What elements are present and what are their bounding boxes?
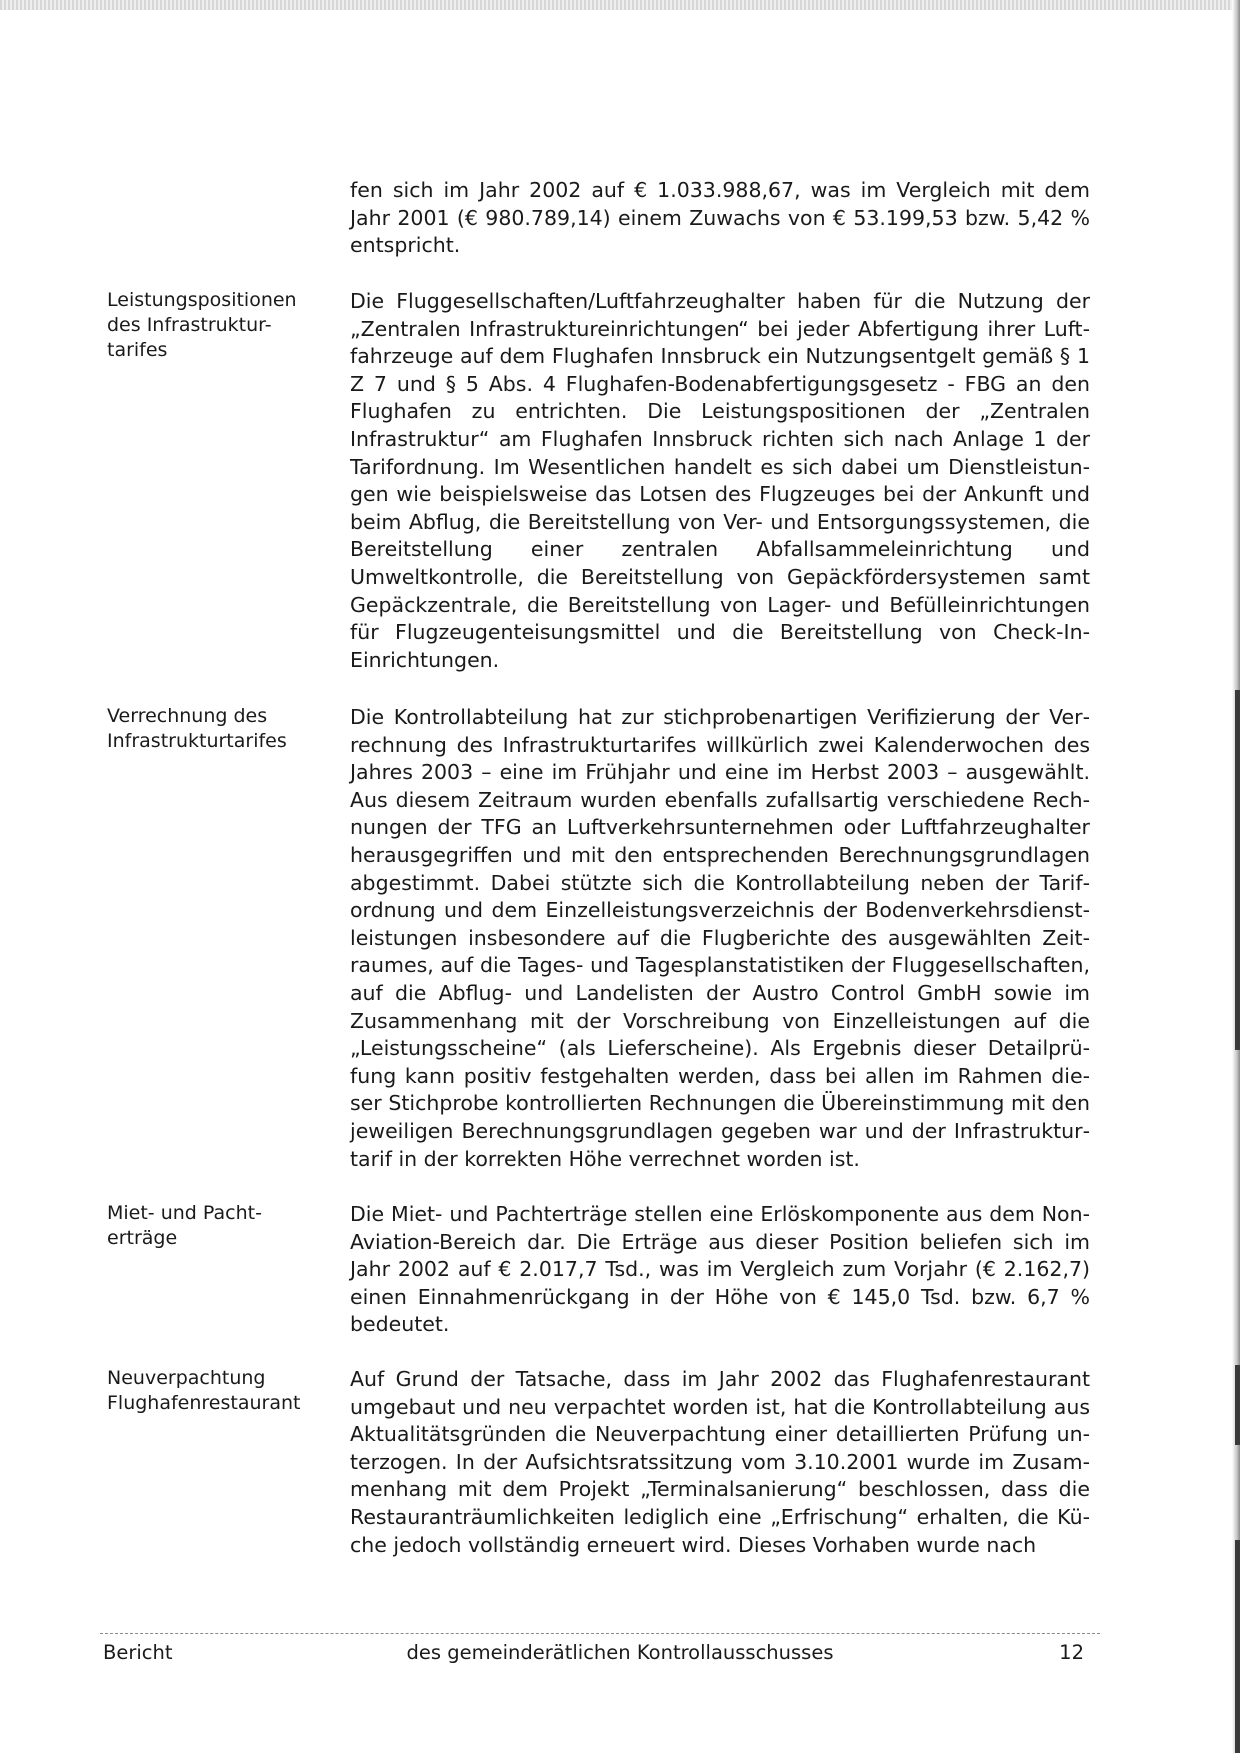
scan-edge-top (0, 0, 1240, 10)
paragraph: Die Fluggesellschaften/Luftfahrzeughalter haben für die Nutzung der „Zentralen Infrastruktureinrichtungen“ bei jeder Abfertigung ihrer Luftfahrzeuge auf dem Flughafen Innsbruck ein Nutzungsentgelt gemäß § 1 Z 7 und § 5 Abs. 4 Flughafen-Bodenabfertigungsgesetz - FBG an den Flughafen zu entrichten. Die Leistungspositionen der „Zentralen Infrastruktur“ am Flughafen Innsbruck richten sich nach Anlage 1 der Tarifordnung. Im Wesentlichen handelt es sich dabei um Dienstleistungen wie beispielsweise das Lotsen des Flugzeuges bei der Ankunft und beim Abflug, die Bereitstellung von Ver- und Entsorgungssystemen, die Bereitstellung einer zentralen Abfallsammeleinrichtung und Umweltkontrolle, die Bereitstellung von Gepäckfördersystemen samt Gepäckzentrale, die Bereitstellung von Lager- und Befülleinrichtungen für Flugzeugenteisungsmittel und die Bereitstellung von Check-In-Einrichtungen. (350, 289, 1090, 672)
paragraph: Auf Grund der Tatsache, dass im Jahr 2002 das Flughafenrestaurant umgebaut und neu verpachtet worden ist, hat die Kontrollabteilung aus Aktualitätsgründen die Neuverpachtung einer detaillierten Prüfung unterzogen. In der Aufsichtsratssitzung vom 3.10.2001 wurde im Zusammenhang mit dem Projekt „Terminalsanierung“ beschlossen, dass die Restauranträumlichkeiten lediglich eine „Erfrischung“ erhalten, die Küche jedoch vollständig erneuert wird. Dieses Vorhaben wurde nach (350, 1367, 1090, 1557)
paragraph: fen sich im Jahr 2002 auf € 1.033.988,67, was im Vergleich mit dem Jahr 2001 (€ 980.789,14) einem Zuwachs von € 53.199,53 bzw. 5,42 % entspricht. (350, 178, 1090, 258)
scan-edge-mark (1235, 690, 1240, 1050)
margin-label: Neuverpachtung Flughafenrestaurant (107, 1367, 301, 1414)
page-number: 12 (1059, 1641, 1084, 1664)
paragraph: Die Miet- und Pachterträge stellen eine Erlöskomponente aus dem Non-Aviation-Bereich dar. Die Erträge aus dieser Position beliefen sich im Jahr 2002 auf € 2.017,7 Tsd., was im Vergleich zum Vorjahr (€ 2.162,7) einen Einnahmenrückgang in der Höhe von € 145,0 Tsd. bzw. 6,7 % bedeutet. (350, 1202, 1090, 1337)
scan-edge-mark (1235, 1365, 1240, 1445)
paragraph: Die Kontrollabteilung hat zur stichprobenartigen Verifizierung der Verrechnung des Infrastrukturtarifes willkürlich zwei Kalenderwochen des Jahres 2003 – eine im Frühjahr und eine im Herbst 2003 – ausgewählt. Aus diesem Zeitraum wurden ebenfalls zufallsartig verschiedene Rechnungen der TFG an Luftverkehrsunternehmen oder Luftfahrzeughalter herausgegriffen und mit den entsprechenden Berechnungsgrundlagen abgestimmt. Dabei stützte sich die Kontrollabteilung neben der Tarifordnung und dem Einzelleistungsverzeichnis der Bodenverkehrsdienstleistungen insbesondere auf die Flugberichte des ausgewählten Zeitraumes, auf die Tages- und Tagesplanstatistiken der Fluggesellschaften, auf die Abflug- und Landelisten der Austro Control GmbH sowie im Zusammenhang mit der Vorschreibung von Einzelleistungen auf die „Leistungsscheine“ (als Lieferscheine). Als Ergebnis dieser Detailprüfung kann positiv festgehalten werden, dass bei allen im Rahmen dieser Stichprobe kontrollierten Rechnungen die Übereinstimmung mit den jeweiligen Berechnungsgrundlagen gegeben war und der Infrastrukturtarif in der korrekten Höhe verrechnet worden ist. (350, 705, 1090, 1171)
margin-label: Miet- und Pacht- erträge (107, 1202, 262, 1249)
footer-left-text: Bericht (103, 1641, 173, 1664)
margin-label: Leistungspositionen des Infrastruktur- tarifes (107, 289, 297, 361)
footer-center-text: des gemeinderätlichen Kontrollausschusses (406, 1641, 834, 1664)
footer-divider (100, 1633, 1100, 1634)
margin-label: Verrechnung des Infrastrukturtarifes (107, 705, 287, 752)
